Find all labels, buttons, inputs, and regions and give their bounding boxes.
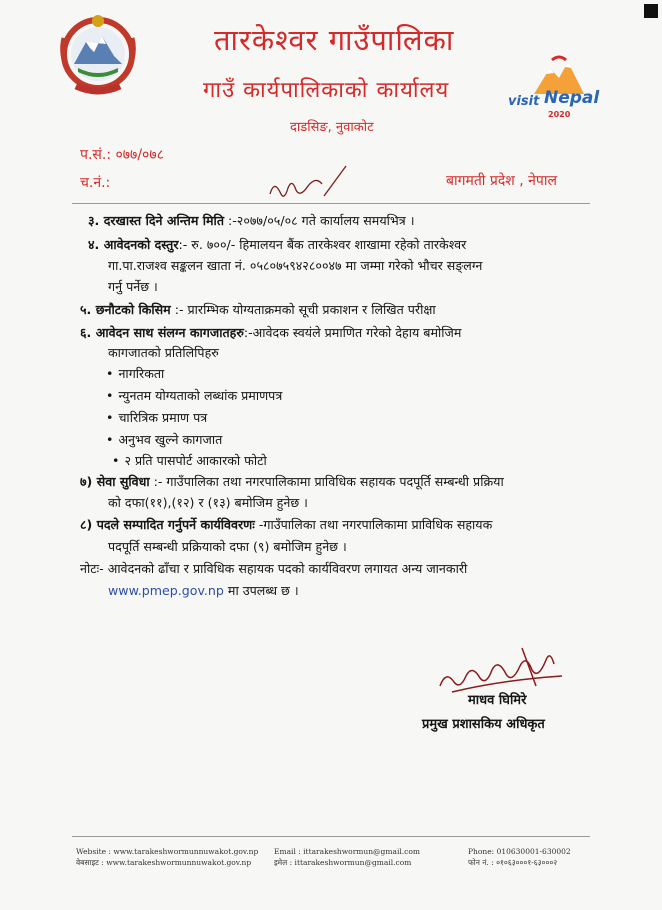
- item-5-text: :- प्रारम्भिक योग्यताक्रमको सूची प्रकाशन र लिखित परीक्षा: [170, 302, 436, 317]
- item-7-text-1: :- गाउँपालिका तथा नगरपालिकामा प्राविधिक सहायक पदपूर्ति सम्बन्धी प्रक्रिया: [149, 474, 504, 489]
- item-6: [80, 324, 461, 342]
- footer-website-en[interactable]: Website : www.tarakeshwormunnuwakot.gov.np: [76, 847, 259, 856]
- item-8: [80, 516, 492, 534]
- item-3-text: :-२०७७/०५/०८ गते कार्यालय समयभित्र ।: [224, 213, 415, 228]
- item-4-text-1: :- रु. ७००/- हिमालयन बैंक तारकेश्वर शाखामा रहेको तारकेश्वर: [178, 237, 467, 252]
- bullet-item: • अनुभव खुल्ने कागजात: [106, 431, 222, 449]
- bullet-item: • न्युनतम योग्यताको लब्धांक प्रमाणपत्र: [106, 387, 282, 405]
- note-text-1: नोटः- आवेदनको ढाँचा र प्राविधिक सहायक पदको कार्यविवरण लगायत अन्य जानकारी: [80, 561, 468, 576]
- item-8-text-2: पदपूर्ति सम्बन्धी प्रक्रियाको दफा (९) बमोजिम हुनेछ ।: [108, 539, 347, 554]
- nepal-emblem-icon: [56, 8, 140, 98]
- item-4-text-2: गा.पा.राजश्व सङ्कलन खाता नं. ०५८०७५९४२८००४७ मा जम्मा गरेको भौचर सङ्लग्न: [108, 258, 483, 273]
- footer-divider: [72, 836, 590, 837]
- bullet-item: • २ प्रति पासपोर्ट आकारको फोटो: [112, 452, 267, 470]
- item-8-text-1: -गाउँपालिका तथा नगरपालिकामा प्राविधिक सहायक: [254, 517, 493, 532]
- item-3-label: ३. दरखास्त दिने अन्तिम मिति: [88, 213, 224, 228]
- item-8-label: ८) पदले सम्पादित गर्नुपर्ने कार्यविवरणः: [80, 517, 255, 532]
- item-4-label: ४. आवेदनको दस्तुर: [88, 237, 179, 252]
- visit-text: visit: [508, 94, 540, 109]
- office-title: तारकेश्वर गाउँपालिका: [214, 23, 455, 57]
- province-label: बागमती प्रदेश , नेपाल: [445, 173, 557, 189]
- item-4-text-3: गर्नु पर्नेछ ।: [108, 279, 158, 294]
- item-7-text-2: को दफा(११),(१२) र (१३) बमोजिम हुनेछ ।: [108, 495, 308, 510]
- item-7: [80, 473, 504, 491]
- item-5-label: ५. छनौटको किसिम: [80, 302, 171, 317]
- header-divider: [72, 203, 590, 204]
- item-6-text-2: कागजातको प्रतिलिपिहरु: [108, 345, 219, 360]
- nepal-text: Nepal: [544, 88, 600, 108]
- item-4: [88, 236, 466, 254]
- signatory-name: माधव घिमिरे: [468, 693, 527, 708]
- footer-email-np[interactable]: इमेल : ittarakeshwormun@gmail.com: [274, 858, 412, 867]
- item-5: [80, 301, 436, 319]
- signature-image: [432, 640, 572, 700]
- item-3: [88, 212, 414, 230]
- dispatch-number: च.नं.:: [80, 175, 111, 191]
- reference-number: प.सं.: ०७७/०७८: [80, 147, 164, 163]
- footer-website-np[interactable]: वेबसाइट : www.tarakeshwormunnuwakot.gov.np: [76, 858, 252, 867]
- corner-mark: [644, 4, 658, 18]
- footer-email-en[interactable]: Email : ittarakeshwormun@gmail.com: [274, 847, 420, 856]
- signatory-designation: प्रमुख प्रशासकिय अधिकृत: [422, 717, 545, 732]
- item-6-label: ६. आवेदन साथ संलग्न कागजातहरु: [80, 325, 244, 340]
- item-6-text-1: :-आवेदक स्वयंले प्रमाणित गरेको देहाय बमोजिम: [243, 325, 462, 340]
- office-subtitle: गाउँ कार्यपालिकाको कार्यालय: [203, 78, 450, 103]
- footer-phone-en: Phone: 010630001-630002: [468, 847, 571, 856]
- footer-phone-np: फोन नं. : ०१०६३०००१-६३०००२: [468, 858, 558, 867]
- office-location: दाडसिङ, नुवाकोट: [290, 120, 374, 135]
- year-text: 2020: [548, 110, 571, 119]
- pmep-link[interactable]: www.pmep.gov.np: [108, 583, 224, 598]
- item-7-label: ७) सेवा सुविधा: [80, 474, 150, 489]
- bullet-item: • नागरिकता: [106, 365, 164, 383]
- note-line-2: [108, 582, 299, 600]
- bullet-item: • चारित्रिक प्रमाण पत्र: [106, 409, 207, 427]
- visit-nepal-logo: [508, 54, 618, 124]
- note-text-2: मा उपलब्ध छ ।: [223, 583, 299, 598]
